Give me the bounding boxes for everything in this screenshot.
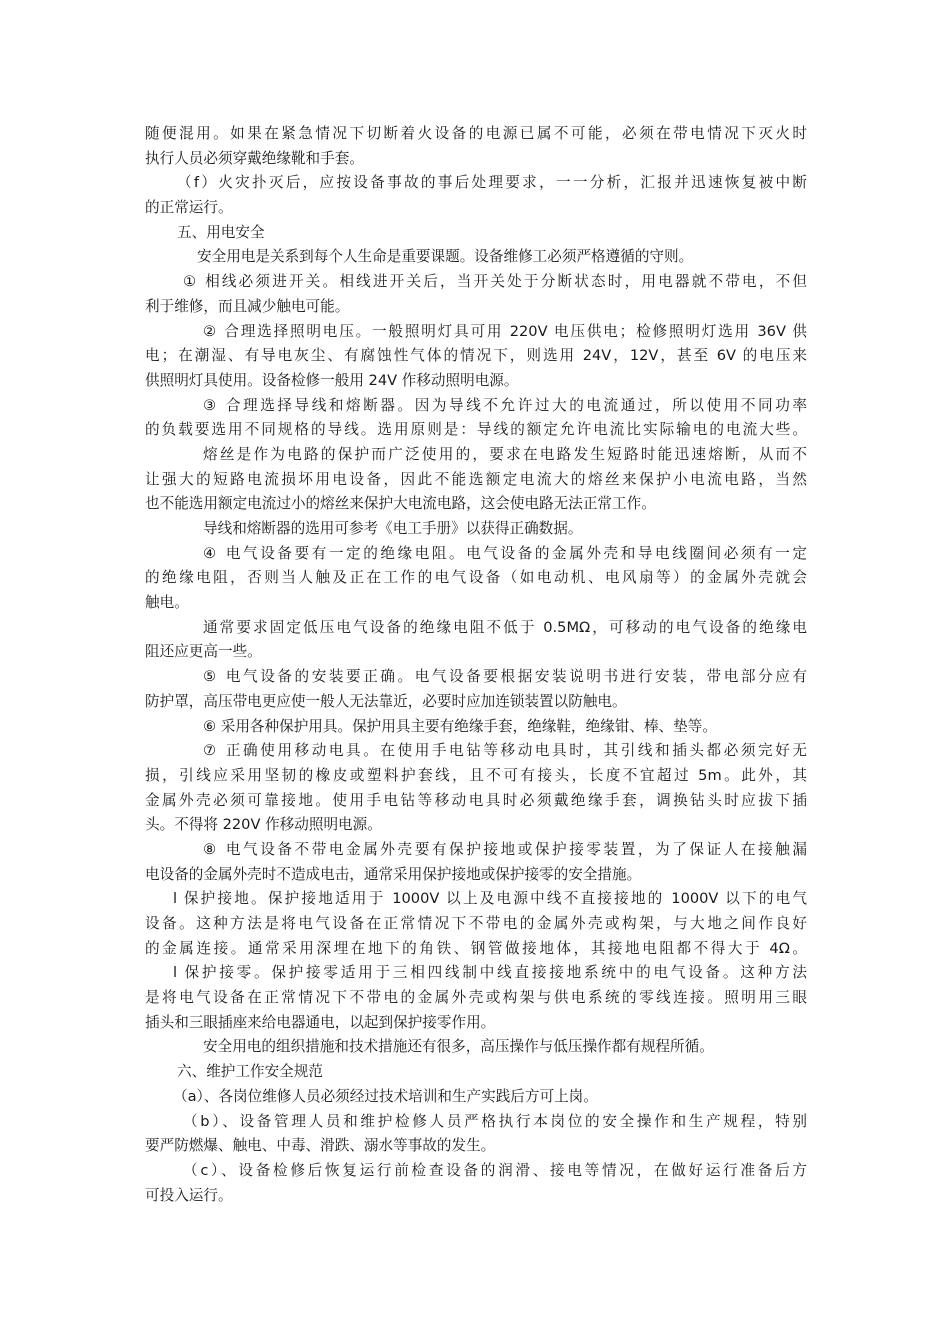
text-line: （a）、各岗位维修人员必须经过技术培训和生产实践后方可上岗。 bbox=[173, 1087, 598, 1105]
text-line: 导线和熔断器的选用可参考《电工手册》以获得正确数据。 bbox=[203, 520, 583, 537]
text-line: 的绝缘电阻，否则当人触及正在工作的电气设备（如电动机、电风扇等）的金属外壳就会 bbox=[145, 569, 807, 587]
text-line: 让强大的短路电流损坏用电设备，因此不能选额定电流大的熔丝来保护小电流电路，当然 bbox=[145, 470, 807, 488]
text-line: （f）火灾扑灭后，应按设备事故的事后处理要求，一一分析，汇报并迅速恢复被中断 bbox=[177, 174, 807, 192]
text-line: 的金属连接。通常采用深埋在地下的角铁、钢管做接地体，其接地电阻都不得大于 4Ω。 bbox=[145, 939, 807, 957]
text-line: ⑧ 电气设备不带电金属外壳要有保护接地或保护接零装置，为了保证人在接触漏 bbox=[203, 840, 807, 858]
section-heading: 六、维护工作安全规范 bbox=[177, 1063, 323, 1081]
text-line: ⑥ 采用各种保护用具。保护用具主要有绝缘手套，绝缘鞋，绝缘钳、棒、垫等。 bbox=[203, 717, 717, 735]
text-line: l 保护接地。保护接地适用于 1000V 以上及电源中线不直接接地的 1000V 以下的电气 bbox=[173, 890, 807, 908]
text-line: ④ 电气设备要有一定的绝缘电阻。电气设备的金属外壳和导电线圈间必须有一定 bbox=[203, 544, 807, 562]
text-line: 通常要求固定低压电气设备的绝缘电阻不低于 0.5MΩ，可移动的电气设备的绝缘电 bbox=[203, 618, 807, 636]
text-line: ③ 合理选择导线和熔断器。因为导线不允许过大的电流通过，所以使用不同功率 bbox=[203, 396, 807, 414]
text-line: 头。不得将 220V 作移动照明电源。 bbox=[145, 816, 382, 834]
text-line: 电设备的金属外壳时不造成电击，通常采用保护接地或保护接零的安全措施。 bbox=[145, 865, 642, 883]
text-line: 要严防燃爆、触电、中毒、滑跌、溺水等事故的发生。 bbox=[145, 1137, 496, 1155]
text-line: 安全用电的组织措施和技术措施还有很多，高压操作与低压操作都有规程所循。 bbox=[203, 1038, 714, 1056]
text-line: （b）、设备管理人员和维护检修人员严格执行本岗位的安全操作和生产规程，特别 bbox=[183, 1112, 807, 1130]
text-line: 触电。 bbox=[145, 594, 189, 612]
text-line: 供照明灯具使用。设备检修一般用 24V 作移动照明电源。 bbox=[145, 371, 519, 389]
text-line: 防护罩，高压带电更应使一般人无法靠近，必要时应加连锁装置以防触电。 bbox=[145, 692, 627, 710]
text-line: 损，引线应采用坚韧的橡皮或塑料护套线，且不可有接头，长度不宜超过 5m。此外，其 bbox=[145, 766, 807, 784]
text-line: 设备。这种方法是将电气设备在正常情况下不带电的金属外壳或构架，与大地之间作良好 bbox=[145, 915, 807, 932]
text-line: ② 合理选择照明电压。一般照明灯具可用 220V 电压供电；检修照明灯选用 36V 供 bbox=[203, 322, 807, 340]
text-line: 的负载要选用不同规格的导线。选用原则是：导线的额定允许电流比实际输电的电流大些。 bbox=[145, 421, 807, 439]
text-line: 电；在潮湿、有导电灰尘、有腐蚀性气体的情况下，则选用 24V，12V，甚至 6V 的电压来 bbox=[145, 347, 807, 365]
text-line: 阻还应更高一些。 bbox=[145, 643, 262, 661]
text-line: 金属外壳必须可靠接地。使用手电钻等移动电具时必须戴绝缘手套，调换钻头时应拔下插 bbox=[145, 791, 807, 809]
text-line: ⑤ 电气设备的安装要正确。电气设备要根据安装说明书进行安装，带电部分应有 bbox=[203, 668, 807, 686]
text-line: ⑦ 正确使用移动电具。在使用手电钻等移动电具时，其引线和插头都必须完好无 bbox=[203, 742, 807, 760]
text-line: 利于维修，而且减少触电可能。 bbox=[145, 297, 350, 315]
text-line: 熔丝是作为电路的保护而广泛使用的，要求在电路发生短路时能迅速熔断，从而不 bbox=[203, 445, 807, 463]
section-heading: 五、用电安全 bbox=[177, 223, 265, 241]
text-line: 安全用电是关系到每个人生命是重要课题。设备维修工必须严格遵循的守则。 bbox=[197, 248, 694, 266]
text-line: 执行人员必须穿戴绝缘靴和手套。 bbox=[145, 149, 364, 167]
text-line: 随便混用。如果在紧急情况下切断着火设备的电源已属不可能，必须在带电情况下灭火时 bbox=[145, 125, 807, 142]
text-line: ① 相线必须进开关。相线进开关后，当开关处于分断状态时，用电器就不带电，不但 bbox=[183, 273, 807, 291]
text-line: l 保护接零。保护接零适用于三相四线制中线直接接地系统中的电气设备。这种方法 bbox=[173, 964, 807, 982]
text-line: 可投入运行。 bbox=[145, 1186, 233, 1204]
document-body bbox=[145, 122, 807, 1208]
text-line: 插头和三眼插座来给电器通电，以起到保护接零作用。 bbox=[145, 1013, 496, 1031]
text-line: 也不能选用额定电流过小的熔丝来保护大电流电路，这会使电路无法正常工作。 bbox=[145, 495, 656, 513]
text-line: （c）、设备检修后恢复运行前检查设备的润滑、接电等情况，在做好运行准备后方 bbox=[183, 1161, 807, 1179]
text-line: 的正常运行。 bbox=[145, 199, 233, 217]
text-line: 是将电气设备在正常情况下不带电的金属外壳或构架与供电系统的零线连接。照明用三眼 bbox=[145, 989, 807, 1007]
